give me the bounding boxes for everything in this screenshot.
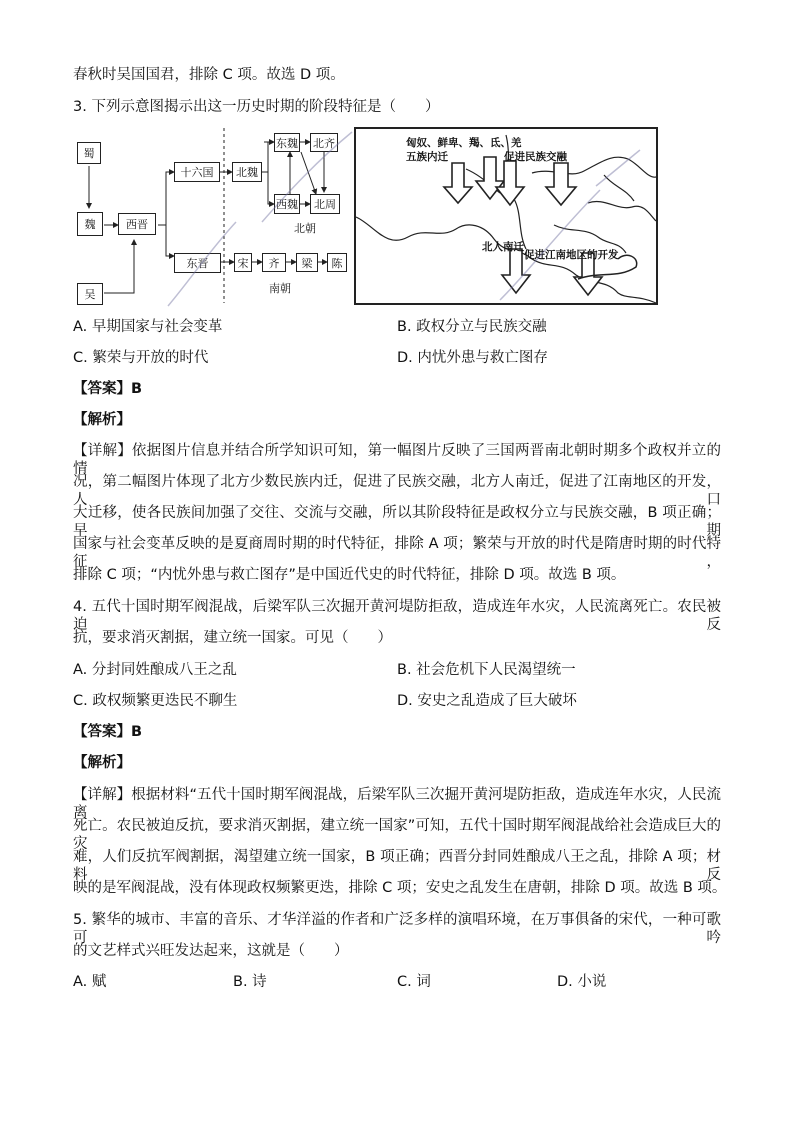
previous-answer-tail: 春秋时吴国国君，排除 C 项。故选 D 项。: [73, 67, 345, 83]
box-dongjin: 东晋: [174, 253, 221, 273]
label-nanchao: 南朝: [269, 282, 291, 295]
map-label-five-groups-migrate: 五族内迁: [406, 151, 448, 163]
box-chen: 陈: [327, 253, 347, 272]
q4-detail-line-1: 【详解】根据材料“五代十国时期军阀混战，后梁军队三次掘开黄河堤防拒敌，造成连年水灾，人民流离: [73, 787, 721, 821]
label-beichao: 北朝: [294, 222, 316, 235]
box-shu: 蜀: [77, 142, 101, 164]
box-xiwei: 西魏: [274, 194, 300, 214]
q3-option-b[interactable]: B. 政权分立与民族交融: [397, 319, 547, 335]
box-shiliuguo: 十六国: [174, 162, 220, 182]
box-liang: 梁: [296, 253, 318, 272]
box-beiqi: 北齐: [310, 133, 338, 152]
q4-detail-line-2: 死亡。农民被迫反抗，要求消灭割据，建立统一国家”可知，五代十国时期军阀混战给社会造成巨大的灾: [73, 818, 721, 852]
q3-detail-line-2: 况，第二幅图片体现了北方少数民族内迁，促进了民族交融，北方人南迁，促进了江南地区的开发，人口: [73, 474, 721, 508]
q3-option-a[interactable]: A. 早期国家与社会变革: [73, 319, 223, 335]
q4-analysis-heading: 【解析】: [73, 755, 131, 771]
q4-detail-line-4: 映的是军阀混战，没有体现政权频繁更迭，排除 C 项；安史之乱发生在唐朝，排除 D 项。故选 B 项。: [73, 880, 727, 896]
q3-analysis-heading: 【解析】: [73, 412, 131, 428]
q3-detail-line-1: 【详解】依据图片信息并结合所学知识可知，第一幅图片反映了三国两晋南北朝时期多个政权并立的情: [73, 443, 721, 477]
map-label-ethnic-groups: 匈奴、鲜卑、羯、氐、羌: [406, 137, 522, 149]
box-dongwei: 东魏: [274, 133, 300, 152]
q5-stem-line-1: 5. 繁华的城市、丰富的音乐、才华洋溢的作者和广泛多样的演唱环境，在万事俱备的宋代，一种可歌可吟: [73, 912, 721, 946]
q4-stem-line-2: 抗，要求消灭割据，建立统一国家。可见（ ）: [73, 630, 392, 646]
q5-option-b[interactable]: B. 诗: [233, 974, 267, 990]
map-label-jiangnan-development: 促进江南地区的开发: [524, 249, 619, 261]
map-label-north-south-migration: 北人南迁: [482, 241, 524, 253]
box-beizhou: 北周: [310, 194, 340, 214]
q5-option-c[interactable]: C. 词: [397, 974, 431, 990]
box-song: 宋: [234, 253, 252, 272]
q3-option-c[interactable]: C. 繁荣与开放的时代: [73, 350, 209, 366]
q5-option-a[interactable]: A. 赋: [73, 974, 107, 990]
q4-detail-line-3: 难，人们反抗军阀割据，渴望建立统一国家，B 项正确；西晋分封同姓酿成八王之乱，排除 A 项；材料反: [73, 849, 721, 883]
q4-option-d[interactable]: D. 安史之乱造成了巨大破坏: [397, 693, 577, 709]
dynasty-flow-diagram: [74, 128, 352, 308]
q4-option-a[interactable]: A. 分封同姓酿成八王之乱: [73, 662, 237, 678]
box-beiwei: 北魏: [232, 162, 262, 182]
box-wei: 魏: [77, 212, 103, 236]
q3-option-d[interactable]: D. 内忧外患与救亡图存: [397, 350, 548, 366]
q4-stem-line-1: 4. 五代十国时期军阀混战，后梁军队三次掘开黄河堤防拒敌，造成连年水灾，人民流离死亡。农民被迫反: [73, 599, 721, 633]
q3-answer: 【答案】B: [73, 381, 143, 397]
migration-map: [354, 127, 658, 305]
map-label-ethnic-fusion: 促进民族交融: [504, 151, 567, 163]
q3-detail-line-5: 排除 C 项；“内忧外患与救亡图存”是中国近代史的时代特征，排除 D 项。故选 B 项。: [73, 567, 626, 583]
q4-option-c[interactable]: C. 政权频繁更迭民不聊生: [73, 693, 238, 709]
q3-stem: 3. 下列示意图揭示出这一历史时期的阶段特征是（ ）: [73, 99, 440, 115]
box-wu: 吴: [77, 283, 103, 305]
q4-answer: 【答案】B: [73, 724, 143, 740]
q4-option-b[interactable]: B. 社会危机下人民渴望统一: [397, 662, 576, 678]
q3-detail-line-4: 国家与社会变革反映的是夏商周时期的时代特征，排除 A 项；繁荣与开放的时代是隋唐时期的时代特征，: [73, 536, 721, 570]
box-qi: 齐: [262, 253, 286, 272]
box-xijin: 西晋: [118, 213, 156, 235]
q5-stem-line-2: 的文艺样式兴旺发达起来，这就是（ ）: [73, 943, 349, 959]
diagram-arrows: [74, 128, 352, 308]
q3-detail-line-3: 大迁移，使各民族间加强了交往、交流与交融，所以其阶段特征是政权分立与民族交融，B 项正确；早期: [73, 505, 721, 539]
q5-option-d[interactable]: D. 小说: [557, 974, 607, 990]
